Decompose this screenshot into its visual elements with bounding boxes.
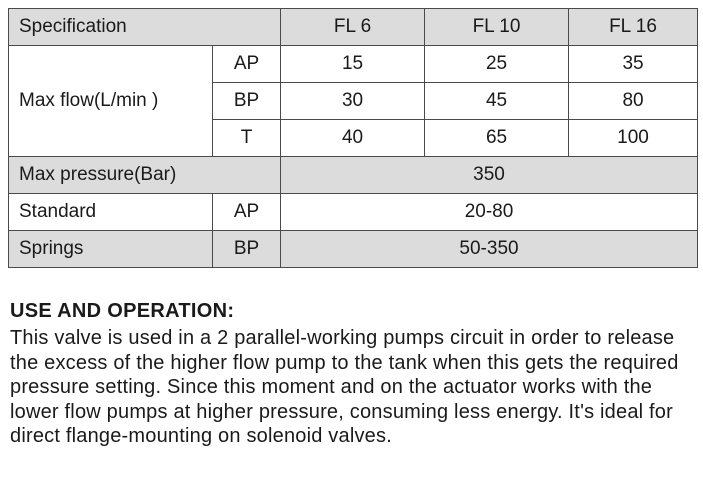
springs-label: Springs: [9, 231, 213, 268]
table-row-flow-ap: [9, 46, 698, 83]
max-flow-label: Max flow(L/min ): [9, 46, 213, 157]
flow-sub-ap: AP: [213, 46, 281, 83]
flow-ap-fl6: 15: [281, 46, 425, 83]
section-body: This valve is used in a 2 parallel-working pumps circuit in order to release the excess of the higher flow pump to the tank when this gets the required pressure setting. Since this moment and on the actuator works with the lower flow pumps at higher pressure, consuming less energy. It's ideal for direct flange-mounting on solenoid valves.: [10, 327, 679, 447]
springs-value: 50-350: [281, 231, 698, 268]
springs-sub: BP: [213, 231, 281, 268]
header-col-fl16: FL 16: [569, 9, 698, 46]
table-row-max-pressure: [9, 157, 698, 194]
header-row: [9, 9, 698, 46]
header-col-fl10: FL 10: [425, 9, 569, 46]
max-pressure-label: Max pressure(Bar): [9, 157, 281, 194]
header-col-fl6: FL 6: [281, 9, 425, 46]
flow-ap-fl16: 35: [569, 46, 698, 83]
flow-sub-t: T: [213, 120, 281, 157]
standard-value: 20-80: [281, 194, 698, 231]
table-row-standard: [9, 194, 698, 231]
flow-t-fl6: 40: [281, 120, 425, 157]
section-heading: USE AND OPERATION:: [10, 300, 235, 322]
flow-t-fl10: 65: [425, 120, 569, 157]
spec-table: [8, 8, 698, 268]
max-pressure-value: 350: [281, 157, 698, 194]
standard-sub: AP: [213, 194, 281, 231]
flow-sub-bp: BP: [213, 83, 281, 120]
flow-bp-fl16: 80: [569, 83, 698, 120]
table-row-springs: [9, 231, 698, 268]
flow-ap-fl10: 25: [425, 46, 569, 83]
flow-t-fl16: 100: [569, 120, 698, 157]
flow-bp-fl10: 45: [425, 83, 569, 120]
header-spec-label: Specification: [9, 9, 281, 46]
flow-bp-fl6: 30: [281, 83, 425, 120]
standard-label: Standard: [9, 194, 213, 231]
